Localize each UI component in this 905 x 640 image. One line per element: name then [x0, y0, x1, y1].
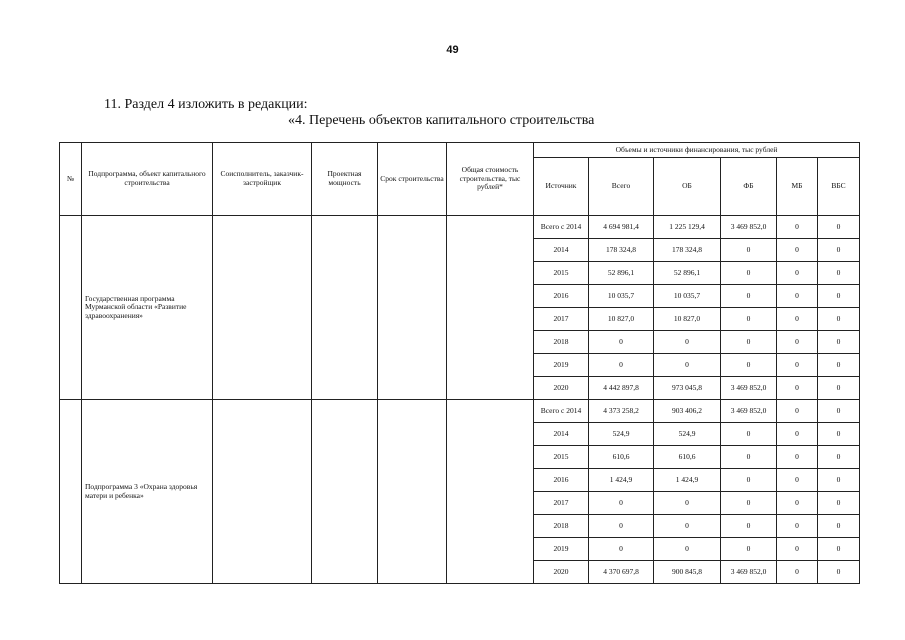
capacity-cell [312, 216, 378, 400]
coexecutor-cell [213, 400, 312, 584]
cell-fb: 0 [721, 331, 777, 354]
section-instruction: 11. Раздел 4 изложить в редакции: [104, 97, 308, 112]
cell-fb: 3 469 852,0 [721, 400, 777, 423]
cell-ob: 10 827,0 [654, 308, 721, 331]
term-cell [378, 400, 447, 584]
table-row [60, 400, 860, 423]
header-row-1 [60, 143, 860, 158]
section-title: «4. Перечень объектов капитального строительства [288, 113, 595, 128]
cell-vbs: 0 [818, 561, 860, 584]
cell-source: 2020 [534, 377, 589, 400]
cell-vbs: 0 [818, 538, 860, 561]
cell-ob: 610,6 [654, 446, 721, 469]
cell-total: 1 424,9 [589, 469, 654, 492]
cell-source: 2017 [534, 492, 589, 515]
cell-ob: 903 406,2 [654, 400, 721, 423]
header-source: Источник [534, 158, 589, 216]
cell-ob: 1 424,9 [654, 469, 721, 492]
term-cell [378, 216, 447, 400]
cell-vbs: 0 [818, 515, 860, 538]
cell-source: Всего с 2014 [534, 216, 589, 239]
cell-source: 2014 [534, 239, 589, 262]
header-ob: ОБ [654, 158, 721, 216]
cell-mb: 0 [777, 423, 818, 446]
cell-ob: 0 [654, 331, 721, 354]
cell-ob: 178 324,8 [654, 239, 721, 262]
cell-vbs: 0 [818, 469, 860, 492]
cell-vbs: 0 [818, 216, 860, 239]
cell-total: 4 373 258,2 [589, 400, 654, 423]
cell-ob: 0 [654, 492, 721, 515]
cell-mb: 0 [777, 331, 818, 354]
header-total: Всего [589, 158, 654, 216]
program-name: Государственная программа Мурманской области «Развитие здравоохранения» [82, 216, 213, 400]
cell-mb: 0 [777, 492, 818, 515]
cell-total: 0 [589, 331, 654, 354]
cell-ob: 10 035,7 [654, 285, 721, 308]
cell-fb: 3 469 852,0 [721, 377, 777, 400]
cell-ob: 0 [654, 538, 721, 561]
cell-mb: 0 [777, 239, 818, 262]
cell-source: 2016 [534, 285, 589, 308]
table-row [60, 216, 860, 239]
cell-ob: 0 [654, 515, 721, 538]
cell-fb: 0 [721, 492, 777, 515]
header-fb: ФБ [721, 158, 777, 216]
cell-vbs: 0 [818, 492, 860, 515]
cell-total: 4 442 897,8 [589, 377, 654, 400]
table-body [60, 143, 860, 584]
cell-source: Всего с 2014 [534, 400, 589, 423]
cell-vbs: 0 [818, 308, 860, 331]
cell-mb: 0 [777, 469, 818, 492]
header-total-cost: Общая стоимость строительства, тыс рублей* [447, 143, 534, 216]
cell-source: 2019 [534, 354, 589, 377]
cell-fb: 0 [721, 354, 777, 377]
cell-total: 0 [589, 492, 654, 515]
cell-source: 2019 [534, 538, 589, 561]
cell-total: 0 [589, 354, 654, 377]
cell-total: 10 035,7 [589, 285, 654, 308]
header-num: № [60, 143, 82, 216]
header-financing-group: Объемы и источники финансирования, тыс рублей [534, 143, 860, 158]
capital-objects-table [59, 142, 860, 584]
cell-vbs: 0 [818, 400, 860, 423]
header-term: Срок строительства [378, 143, 447, 216]
cell-ob: 52 896,1 [654, 262, 721, 285]
cell-vbs: 0 [818, 354, 860, 377]
cell-mb: 0 [777, 561, 818, 584]
cell-source: 2014 [534, 423, 589, 446]
cell-mb: 0 [777, 515, 818, 538]
cell-fb: 0 [721, 285, 777, 308]
cell-fb: 0 [721, 239, 777, 262]
group-num-cell [60, 216, 82, 400]
cell-fb: 0 [721, 469, 777, 492]
cell-ob: 524,9 [654, 423, 721, 446]
cell-total: 0 [589, 538, 654, 561]
cell-vbs: 0 [818, 331, 860, 354]
cell-fb: 0 [721, 538, 777, 561]
cell-mb: 0 [777, 446, 818, 469]
page-number: 49 [446, 44, 459, 56]
cell-mb: 0 [777, 354, 818, 377]
cell-vbs: 0 [818, 377, 860, 400]
program-name: Подпрограмма 3 «Охрана здоровья матери и ребенка» [82, 400, 213, 584]
cell-vbs: 0 [818, 239, 860, 262]
cell-fb: 0 [721, 423, 777, 446]
cell-source: 2018 [534, 515, 589, 538]
cell-mb: 0 [777, 377, 818, 400]
cell-mb: 0 [777, 285, 818, 308]
cell-total: 178 324,8 [589, 239, 654, 262]
cell-fb: 3 469 852,0 [721, 561, 777, 584]
cell-mb: 0 [777, 400, 818, 423]
cell-mb: 0 [777, 308, 818, 331]
cell-total: 610,6 [589, 446, 654, 469]
cell-ob: 900 845,8 [654, 561, 721, 584]
cell-vbs: 0 [818, 262, 860, 285]
group-num-cell [60, 400, 82, 584]
total-cost-cell [447, 400, 534, 584]
cell-source: 2016 [534, 469, 589, 492]
cell-fb: 0 [721, 262, 777, 285]
cell-ob: 0 [654, 354, 721, 377]
cell-vbs: 0 [818, 446, 860, 469]
cell-source: 2015 [534, 446, 589, 469]
cell-total: 52 896,1 [589, 262, 654, 285]
header-program: Подпрограмма, объект капитального строительства [82, 143, 213, 216]
cell-mb: 0 [777, 262, 818, 285]
header-vbs: ВБС [818, 158, 860, 216]
cell-total: 524,9 [589, 423, 654, 446]
cell-source: 2018 [534, 331, 589, 354]
cell-mb: 0 [777, 216, 818, 239]
header-capacity: Проектная мощность [312, 143, 378, 216]
cell-mb: 0 [777, 538, 818, 561]
cell-source: 2017 [534, 308, 589, 331]
cell-vbs: 0 [818, 285, 860, 308]
cell-total: 4 370 697,8 [589, 561, 654, 584]
cell-ob: 973 045,8 [654, 377, 721, 400]
coexecutor-cell [213, 216, 312, 400]
cell-fb: 0 [721, 308, 777, 331]
header-coexecutor: Соисполнитель, заказчик-застройщик [213, 143, 312, 216]
cell-total: 0 [589, 515, 654, 538]
cell-total: 4 694 981,4 [589, 216, 654, 239]
header-mb: МБ [777, 158, 818, 216]
cell-source: 2015 [534, 262, 589, 285]
cell-ob: 1 225 129,4 [654, 216, 721, 239]
cell-source: 2020 [534, 561, 589, 584]
capacity-cell [312, 400, 378, 584]
total-cost-cell [447, 216, 534, 400]
cell-fb: 0 [721, 446, 777, 469]
cell-total: 10 827,0 [589, 308, 654, 331]
cell-fb: 0 [721, 515, 777, 538]
cell-vbs: 0 [818, 423, 860, 446]
cell-fb: 3 469 852,0 [721, 216, 777, 239]
